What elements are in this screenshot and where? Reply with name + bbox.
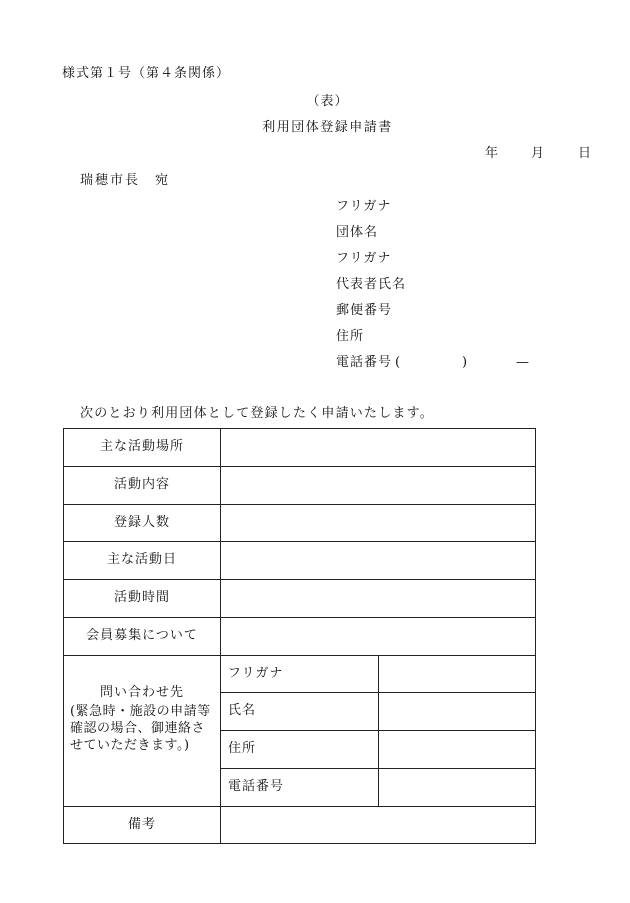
addressee: 瑞穂市長 宛 xyxy=(80,173,171,188)
group-name-label: 団体名 xyxy=(336,225,379,240)
postal-code-label: 郵便番号 xyxy=(336,303,393,318)
row-label-member-count: 登録人数 xyxy=(113,515,170,530)
phone-open-paren: ( xyxy=(395,355,402,370)
representative-name-label: 代表者氏名 xyxy=(336,277,407,292)
date-year-label: 年 xyxy=(485,146,500,161)
date-month-label: 月 xyxy=(531,146,546,161)
inquiry-furigana-label: フリガナ xyxy=(228,666,284,681)
form-title: 利用団体登録申請書 xyxy=(262,120,393,135)
applicant-furigana-label: フリガナ xyxy=(336,199,392,214)
table-line xyxy=(220,428,221,844)
row-label-activity-days: 主な活動日 xyxy=(106,552,177,567)
representative-furigana-label: フリガナ xyxy=(336,251,392,266)
phone-label: 電話番号 xyxy=(336,355,393,370)
table-line xyxy=(378,655,379,806)
row-label-member-recruitment: 会員募集について xyxy=(86,628,198,643)
table-line xyxy=(63,541,536,542)
table-line xyxy=(535,428,536,844)
table-line xyxy=(63,806,536,807)
inquiry-note: (緊急時・施設の申請等確認の場合、御連絡させていただきます。) xyxy=(70,704,211,753)
intro-text: 次のとおり利用団体として登録したく申請いたします。 xyxy=(80,406,434,421)
side-label: （表） xyxy=(306,94,349,109)
address-label: 住所 xyxy=(336,329,365,344)
table-line xyxy=(63,504,536,505)
row-label-remarks: 備考 xyxy=(127,817,156,832)
table-line xyxy=(63,617,536,618)
row-label-activity-hours: 活動時間 xyxy=(113,590,170,605)
table-line xyxy=(63,655,536,656)
phone-dash: — xyxy=(516,355,530,370)
row-label-activity-content: 活動内容 xyxy=(113,477,170,492)
table-line xyxy=(63,843,536,844)
phone-close-paren: ) xyxy=(462,355,469,370)
inquiry-phone-label: 電話番号 xyxy=(228,779,285,794)
inquiry-label: 問い合わせ先 xyxy=(99,685,184,700)
form-number: 様式第１号（第４条関係） xyxy=(62,66,231,81)
date-day-label: 日 xyxy=(578,146,593,161)
row-label-activity-place: 主な活動場所 xyxy=(99,439,184,454)
table-line xyxy=(63,428,536,429)
inquiry-address-label: 住所 xyxy=(228,741,257,756)
table-line xyxy=(63,579,536,580)
table-line xyxy=(63,466,536,467)
inquiry-name-label: 氏名 xyxy=(228,703,257,718)
